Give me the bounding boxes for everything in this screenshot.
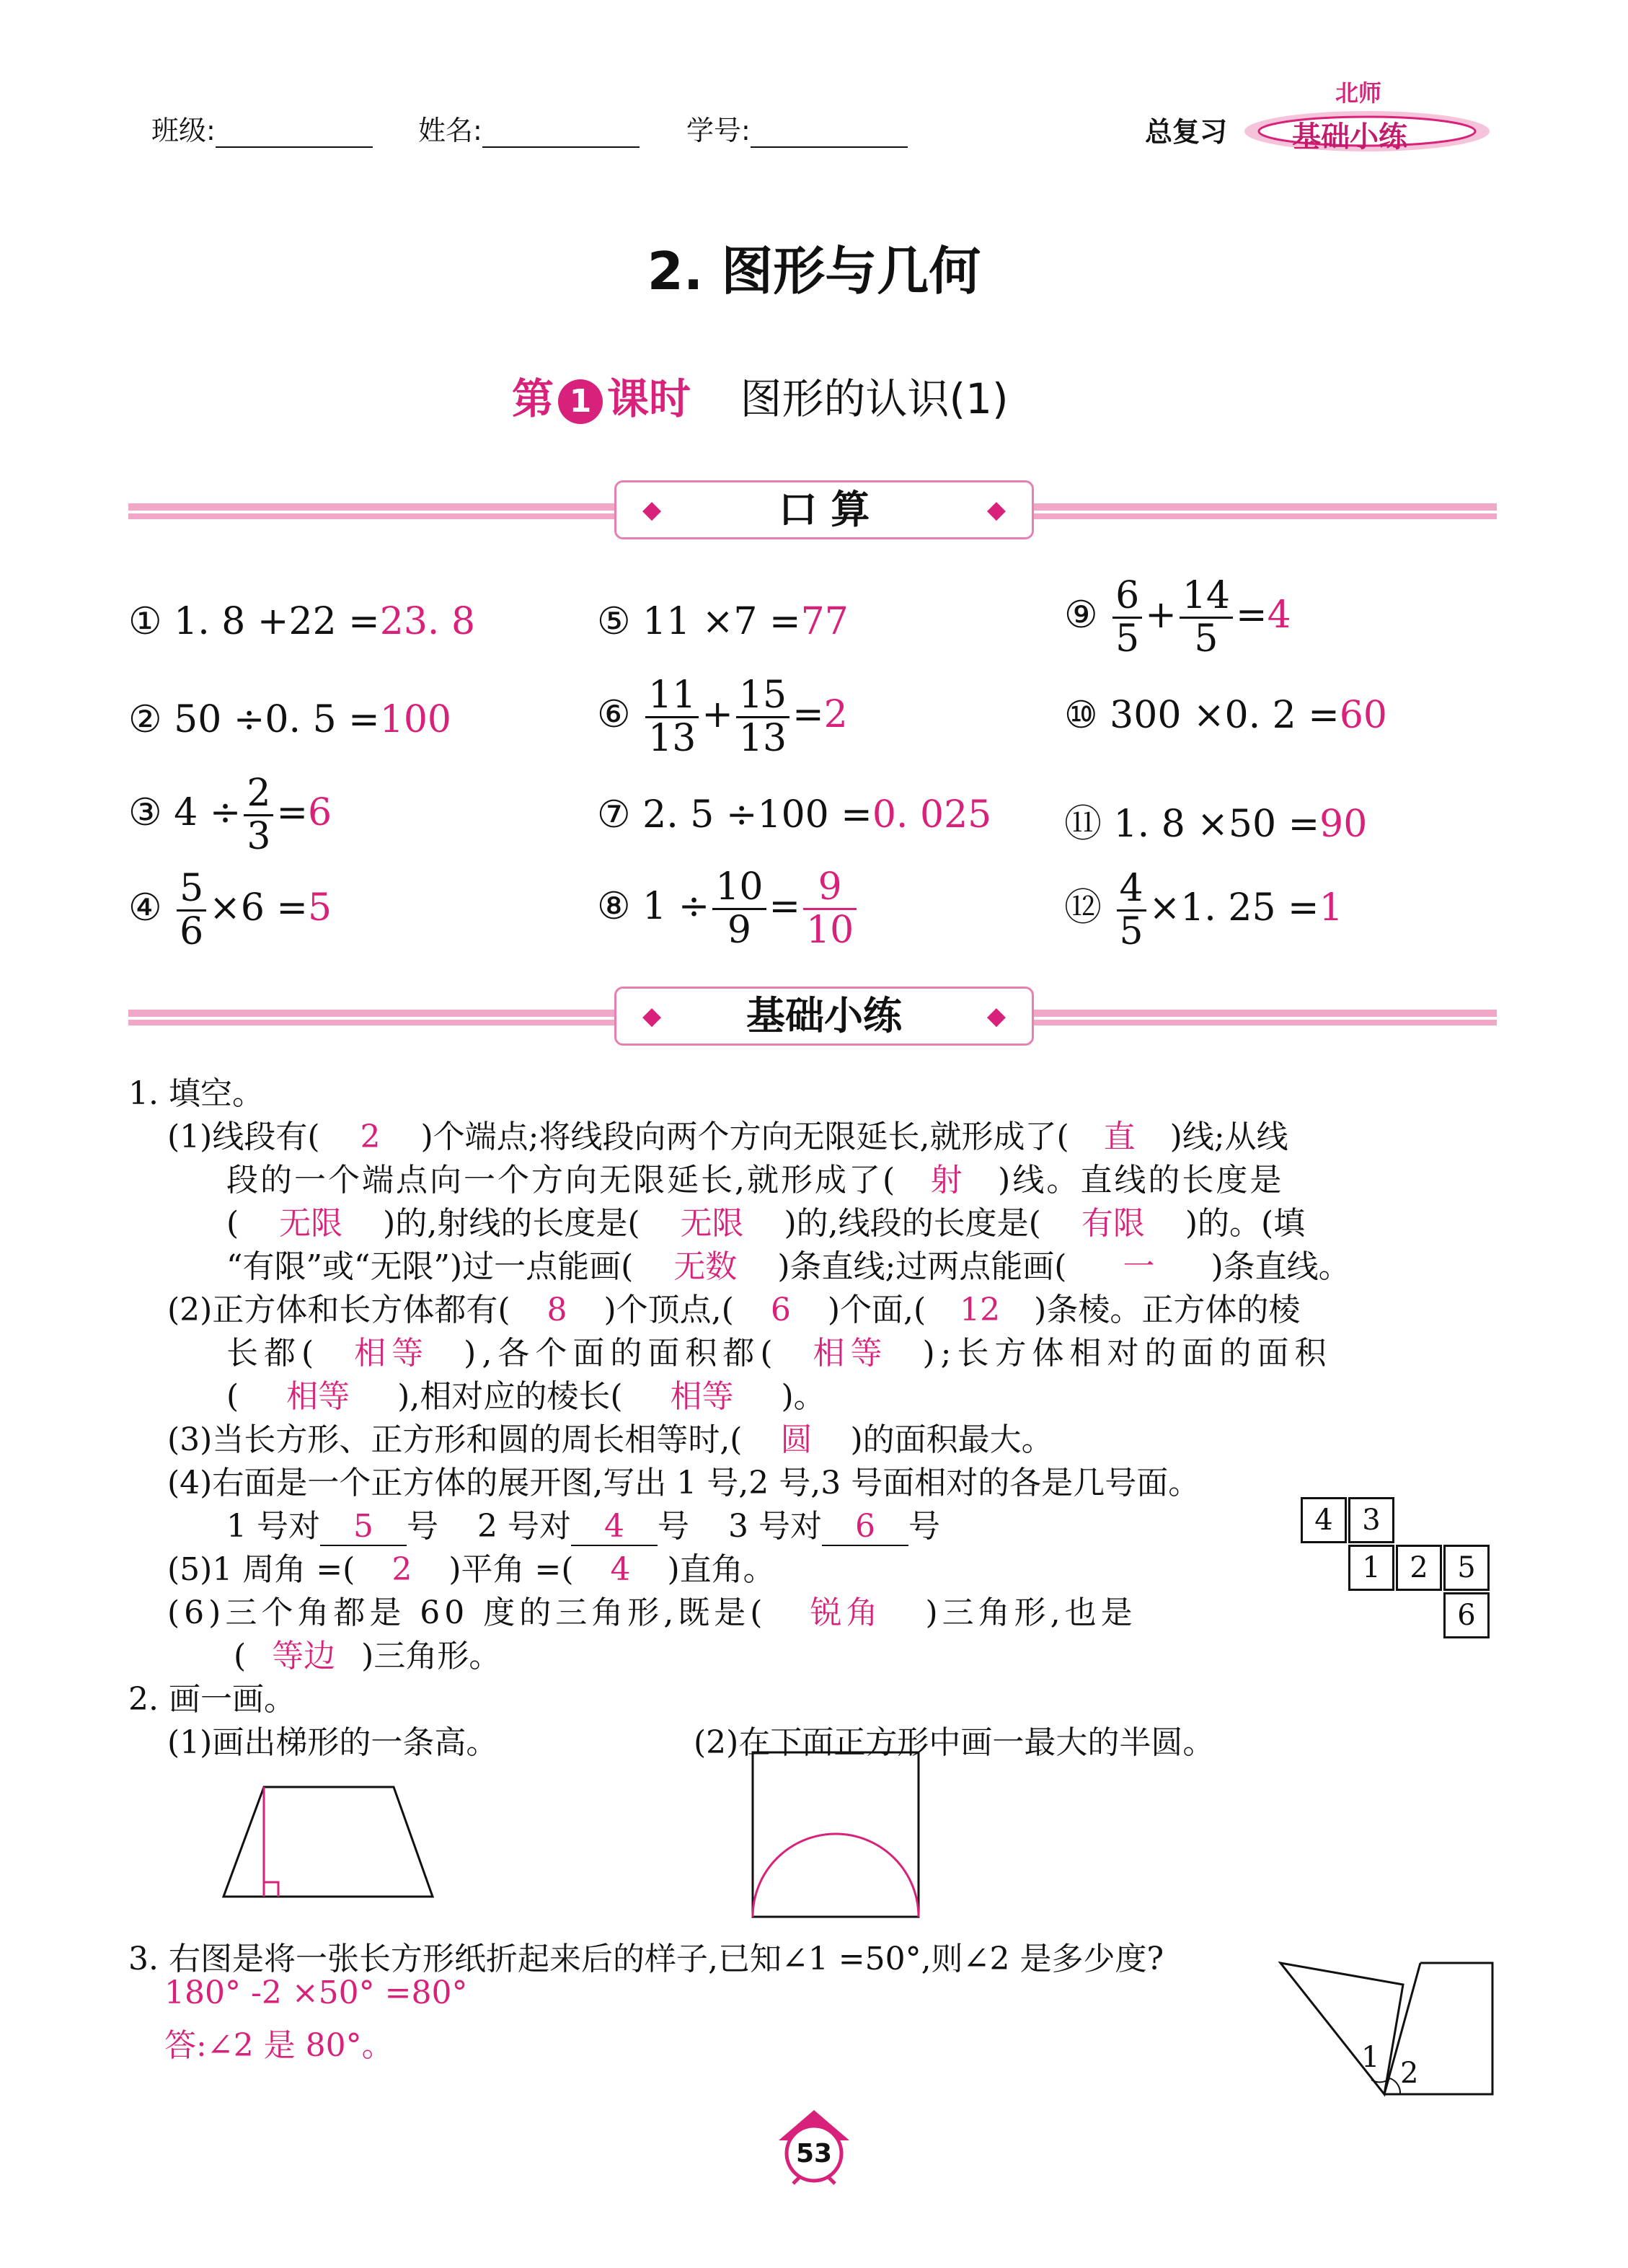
student-number-field[interactable]: [751, 146, 908, 148]
q1-p2-line2: 长都( 相等 ),各个面的面积都( 相等 );长方体相对的面的面积: [226, 1335, 1332, 1372]
folded-paper-shape: [1276, 1959, 1500, 2097]
net-cell: 2: [1396, 1545, 1442, 1591]
net-cell: 1: [1348, 1545, 1394, 1591]
q1-p1-line2: 段的一个端点向一个方向无限延长,就形成了( 射 )线。直线的长度是: [226, 1162, 1284, 1199]
diamond-icon: ◆: [986, 1002, 1006, 1031]
class-label: 班级:: [151, 108, 373, 148]
oral-item-11: ⑪ 1. 8 ×50 =90: [1064, 803, 1368, 846]
q3-answer: 答:∠2 是 80°。: [164, 2027, 394, 2064]
brand-main: 基础小练: [1292, 120, 1407, 154]
net-cell: 5: [1443, 1545, 1490, 1591]
oral-item-9: ⑨ $\frac{6}{5}$ + $\frac{14}{5}$ =4: [1064, 574, 1291, 661]
folded-paper-figure: [1276, 1959, 1500, 2097]
q1-p4-line2: 1 号对 5 号 2 号对 4 号 3 号对 6 号: [226, 1508, 940, 1545]
angle-2-label: 2: [1400, 2057, 1419, 2090]
answer-blank: 4: [571, 1508, 658, 1546]
q2-sub2: (2)在下面正方形中画一最大的半圆。: [694, 1724, 1215, 1761]
lesson-name: 图形的认识(1): [740, 374, 1009, 423]
oral-item-1: ① 1. 8 +22 =23. 8: [128, 600, 476, 643]
diamond-icon: ◆: [986, 495, 1006, 524]
q1-p3: (3)当长方形、正方形和圆的周长相等时,( 圆 )的面积最大。: [167, 1421, 1053, 1458]
brand-top: 北师: [1335, 79, 1382, 107]
answer-blank: 6: [822, 1508, 908, 1546]
oral-item-2: ② 50 ÷0. 5 =100: [128, 698, 452, 741]
q1-p4-line1: (4)右面是一个正方体的展开图,写出 1 号,2 号,3 号面相对的各是几号面。: [167, 1465, 1200, 1501]
oral-item-3: ③ 4 ÷ $\frac{2}{3}$ =6: [128, 772, 332, 859]
oral-item-6: ⑥ $\frac{11}{13}$ + $\frac{15}{13}$ =2: [597, 674, 848, 761]
square-semicircle-figure: [750, 1749, 923, 1920]
trapezoid-figure: [216, 1781, 447, 1904]
q1-p1-line1: (1)线段有( 2 )个端点;将线段向两个方向无限延长,就形成了( 直 )线;从线: [167, 1118, 1288, 1155]
oral-item-5: ⑤ 11 ×7 =77: [597, 600, 849, 643]
q1-title: 1. 填空。: [128, 1075, 264, 1112]
page-title: 2. 图形与几何: [647, 241, 981, 301]
net-cell: 3: [1348, 1497, 1394, 1543]
q1-p2-line1: (2)正方体和长方体都有( 8 )个顶点,( 6 )个面,( 12 )条棱。正方体的棱: [167, 1292, 1301, 1328]
answer-blank: 5: [320, 1508, 407, 1546]
page-number: 53: [795, 2139, 833, 2168]
diamond-icon: ◆: [642, 495, 662, 524]
oral-section-header: ◆ 口 算 ◆: [614, 480, 1034, 539]
class-field[interactable]: [216, 146, 373, 148]
student-number-label: 学号:: [686, 108, 908, 148]
q1-p6-line1: (6)三个角都是 60 度的三角形,既是( 锐角 )三角形,也是: [167, 1594, 1137, 1631]
lesson-number-badge: 1: [558, 379, 603, 424]
brand-logo: [1242, 79, 1492, 154]
lesson-title: 第 1 课时 图形的认识(1): [512, 374, 1009, 423]
q3-calculation: 180° -2 ×50° =80°: [164, 1974, 468, 2011]
q2-sub1: (1)画出梯形的一条高。: [167, 1724, 498, 1761]
q1-p1-line4: “有限”或“无限”)过一点能画( 无数 )条直线;过两点能画( 一 )条直线。: [226, 1248, 1350, 1285]
oral-item-8: ⑧ 1 ÷ $\frac{10}{9}$ = $\frac{9}{10}$: [597, 867, 859, 951]
cube-net-figure: [1301, 1497, 1497, 1647]
q2-title: 2. 画一画。: [128, 1681, 296, 1718]
name-field[interactable]: [482, 146, 640, 148]
q1-p2-line3: ( 相等 ),相对应的棱长( 相等 )。: [226, 1378, 826, 1415]
oral-item-12: ⑫ $\frac{4}{5}$ ×1. 25 =1: [1064, 867, 1343, 954]
oral-item-4: ④ $\frac{5}{6}$ ×6 =5: [128, 867, 332, 954]
basic-section-header: ◆ 基础小练 ◆: [614, 987, 1034, 1046]
diamond-icon: ◆: [642, 1002, 662, 1031]
q1-p1-line3: ( 无限 )的,射线的长度是( 无限 )的,线段的长度是( 有限 )的。(填: [226, 1205, 1306, 1242]
q1-p6-line2: ( 等边 )三角形。: [234, 1638, 501, 1674]
net-cell: 6: [1443, 1592, 1490, 1638]
q3-title: 3. 右图是将一张长方形纸折起来后的样子,已知∠1 =50°,则∠2 是多少度?: [128, 1941, 1164, 1977]
page-number-badge: [774, 2106, 854, 2185]
oral-item-10: ⑩ 300 ×0. 2 =60: [1064, 694, 1388, 737]
name-label: 姓名:: [418, 108, 640, 148]
angle-1-label: 1: [1361, 2041, 1380, 2074]
q1-p5: (5)1 周角 =( 2 )平角 =( 4 )直角。: [167, 1551, 775, 1588]
oral-item-7: ⑦ 2. 5 ÷100 =0. 025: [597, 793, 992, 837]
net-cell: 4: [1301, 1497, 1347, 1543]
review-label: 总复习: [1145, 116, 1228, 148]
